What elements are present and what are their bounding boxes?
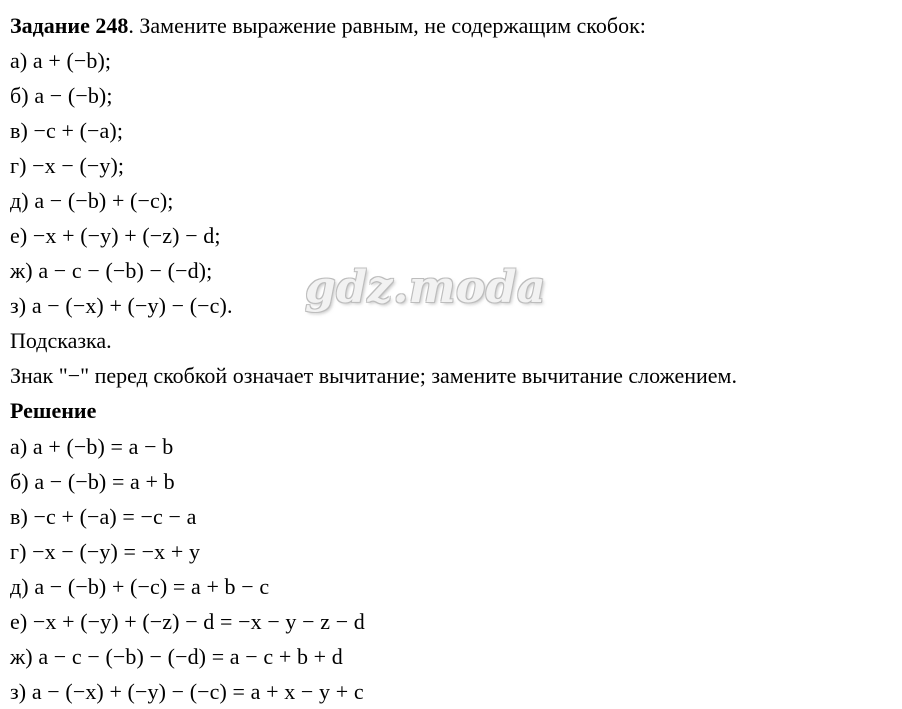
task-label: Задание: [10, 13, 90, 38]
problem-list: [10, 43, 892, 323]
hint-text: Знак "−" перед скобкой означает вычитание; замените вычитание сложением.: [10, 363, 737, 388]
solution-item: в) −c + (−a) = −c − a: [10, 504, 197, 529]
solution-item: б) a − (−b) = a + b: [10, 469, 175, 494]
task-number: 248: [95, 13, 129, 38]
solution-item: ж) a − c − (−b) − (−d) = a − c + b + d: [10, 644, 343, 669]
solution-item: а) a + (−b) = a − b: [10, 434, 174, 459]
watermark: gdz.moda: [305, 262, 547, 313]
problem-item: д) a − (−b) + (−c);: [10, 188, 174, 213]
solution-item: г) −x − (−y) = −x + y: [10, 539, 201, 564]
solution-list: [10, 429, 892, 709]
problem-item: а) a + (−b);: [10, 48, 112, 73]
problem-item: б) a − (−b);: [10, 83, 113, 108]
problem-item: в) −c + (−a);: [10, 118, 124, 143]
problem-item: е) −x + (−y) + (−z) − d;: [10, 223, 221, 248]
problem-item: ж) a − c − (−b) − (−d);: [10, 258, 213, 283]
task-header: [10, 8, 892, 43]
solution-title: Решение: [10, 398, 97, 423]
problem-item: з) a − (−x) + (−y) − (−c).: [10, 293, 233, 318]
solution-item: з) a − (−x) + (−y) − (−c) = a + x − y + c: [10, 679, 364, 704]
task-statement: . Замените выражение равным, не содержащим скобок:: [128, 13, 646, 38]
hint-title: Подсказка.: [10, 328, 112, 353]
problem-item: г) −x − (−y);: [10, 153, 125, 178]
solution-item: е) −x + (−y) + (−z) − d = −x − y − z − d: [10, 609, 365, 634]
solution-item: д) a − (−b) + (−c) = a + b − c: [10, 574, 270, 599]
